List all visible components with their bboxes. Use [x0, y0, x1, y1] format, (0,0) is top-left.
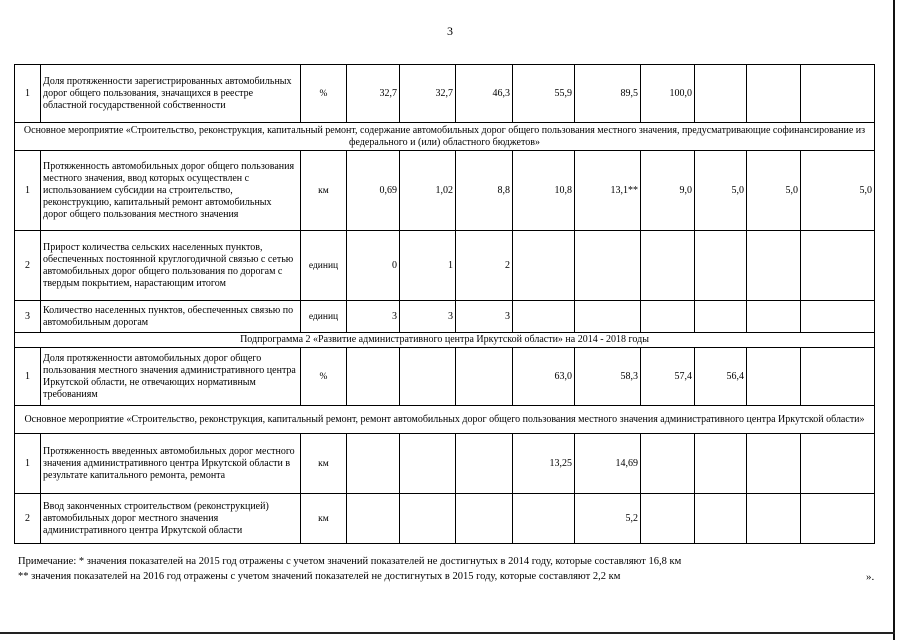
section-header-text: Основное мероприятие «Строительство, реконструкция, капитальный ремонт, ремонт автомобильных дорог общего пользования местного значения административного центра Иркутской области»	[15, 406, 875, 434]
indicator-name: Протяженность автомобильных дорог общего пользования местного значения, ввод которых осуществлен с использованием субсидии на строительство, реконструкцию, капитальный ремонт автомобильных дорог общего пользования местного значения	[41, 151, 301, 231]
footnote-1: Примечание: * значения показателей на 2015 год отражены с учетом значений показателей не достигнутых в 2014 году, которые составляют 16,8 км	[18, 556, 682, 567]
indicator-name: Количество населенных пунктов, обеспеченных связью по автомобильным дорогам	[41, 301, 301, 333]
value-cell	[695, 434, 747, 494]
indicator-name: Ввод законченных строительством (реконструкцией) автомобильных дорог местного значения административного центра Иркутской области	[41, 494, 301, 544]
value-cell	[575, 301, 641, 333]
row-number: 3	[15, 301, 41, 333]
value-cell	[456, 494, 513, 544]
value-cell	[347, 348, 400, 406]
unit-cell: км	[301, 151, 347, 231]
unit-cell: единиц	[301, 301, 347, 333]
value-cell: 2	[456, 231, 513, 301]
value-cell: 8,8	[456, 151, 513, 231]
value-cell	[456, 434, 513, 494]
value-cell	[641, 301, 695, 333]
value-cell	[641, 231, 695, 301]
indicator-row	[15, 65, 875, 123]
indicator-row	[15, 348, 875, 406]
value-cell	[801, 231, 875, 301]
row-number: 2	[15, 231, 41, 301]
indicator-name: Прирост количества сельских населенных пунктов, обеспеченных постоянной круглогодичной связью с сетью автомобильных дорог общего пользования по дорогам с твердым покрытием, нарастающим итогом	[41, 231, 301, 301]
unit-cell: %	[301, 65, 347, 123]
value-cell: 3	[400, 301, 456, 333]
section-header-row	[15, 406, 875, 434]
unit-cell: единиц	[301, 231, 347, 301]
value-cell	[400, 434, 456, 494]
value-cell: 5,2	[575, 494, 641, 544]
row-number: 1	[15, 348, 41, 406]
value-cell	[575, 231, 641, 301]
value-cell	[747, 434, 801, 494]
value-cell	[747, 301, 801, 333]
value-cell: 0,69	[347, 151, 400, 231]
value-cell: 13,1**	[575, 151, 641, 231]
value-cell	[347, 494, 400, 544]
value-cell	[513, 494, 575, 544]
value-cell: 9,0	[641, 151, 695, 231]
value-cell	[747, 231, 801, 301]
indicator-name: Доля протяженности зарегистрированных автомобильных дорог общего пользования, значащихся в реестре областной государственной собственности	[41, 65, 301, 123]
scan-bottom-edge	[0, 632, 895, 634]
value-cell	[695, 65, 747, 123]
value-cell	[695, 301, 747, 333]
unit-cell: км	[301, 494, 347, 544]
value-cell: 3	[347, 301, 400, 333]
row-number: 2	[15, 494, 41, 544]
indicator-row	[15, 494, 875, 544]
row-number: 1	[15, 434, 41, 494]
indicator-row	[15, 151, 875, 231]
value-cell: 1	[400, 231, 456, 301]
value-cell	[747, 494, 801, 544]
value-cell	[347, 434, 400, 494]
value-cell: 57,4	[641, 348, 695, 406]
value-cell: 10,8	[513, 151, 575, 231]
value-cell: 3	[456, 301, 513, 333]
value-cell	[801, 494, 875, 544]
closing-quote-mark: ».	[866, 571, 875, 583]
value-cell	[513, 231, 575, 301]
unit-cell: км	[301, 434, 347, 494]
row-number: 1	[15, 65, 41, 123]
value-cell: 5,0	[747, 151, 801, 231]
value-cell: 58,3	[575, 348, 641, 406]
value-cell: 5,0	[801, 151, 875, 231]
value-cell	[801, 434, 875, 494]
value-cell: 0	[347, 231, 400, 301]
section-header-row	[15, 333, 875, 348]
value-cell: 100,0	[641, 65, 695, 123]
value-cell: 14,69	[575, 434, 641, 494]
value-cell	[400, 348, 456, 406]
value-cell	[513, 301, 575, 333]
indicator-name: Протяженность введенных автомобильных дорог местного значения административного центра Иркутской области в результате капитального ремонта, ремонта	[41, 434, 301, 494]
value-cell	[695, 494, 747, 544]
value-cell	[801, 65, 875, 123]
value-cell	[641, 494, 695, 544]
indicator-row	[15, 434, 875, 494]
indicators-table	[14, 64, 875, 544]
section-header-row	[15, 123, 875, 151]
value-cell: 32,7	[347, 65, 400, 123]
value-cell	[400, 494, 456, 544]
page-number: 3	[447, 24, 453, 38]
indicator-name: Доля протяженности автомобильных дорог общего пользования местного значения административного центра Иркутской области, не отвечающих нормативным требованиям	[41, 348, 301, 406]
value-cell: 63,0	[513, 348, 575, 406]
indicator-row	[15, 301, 875, 333]
value-cell	[641, 434, 695, 494]
section-header-text: Основное мероприятие «Строительство, реконструкция, капитальный ремонт, содержание автомобильных дорог общего пользования местного значения, предусматривающие софинансирование из федерального и (или) областного бюджетов»	[15, 123, 875, 151]
value-cell: 46,3	[456, 65, 513, 123]
value-cell	[747, 65, 801, 123]
value-cell	[747, 348, 801, 406]
unit-cell: %	[301, 348, 347, 406]
scan-right-edge	[893, 0, 895, 640]
value-cell: 55,9	[513, 65, 575, 123]
value-cell: 1,02	[400, 151, 456, 231]
value-cell: 32,7	[400, 65, 456, 123]
indicator-row	[15, 231, 875, 301]
value-cell: 5,0	[695, 151, 747, 231]
value-cell	[695, 231, 747, 301]
value-cell	[801, 301, 875, 333]
section-header-text: Подпрограмма 2 «Развитие административного центра Иркутской области» на 2014 - 2018 годы	[15, 333, 875, 348]
value-cell	[801, 348, 875, 406]
value-cell	[456, 348, 513, 406]
value-cell: 13,25	[513, 434, 575, 494]
value-cell: 56,4	[695, 348, 747, 406]
footnote-2: ** значения показателей на 2016 год отражены с учетом значений показателей не достигнутых в 2015 году, которые составляют 2,2 км	[18, 571, 621, 582]
row-number: 1	[15, 151, 41, 231]
value-cell: 89,5	[575, 65, 641, 123]
